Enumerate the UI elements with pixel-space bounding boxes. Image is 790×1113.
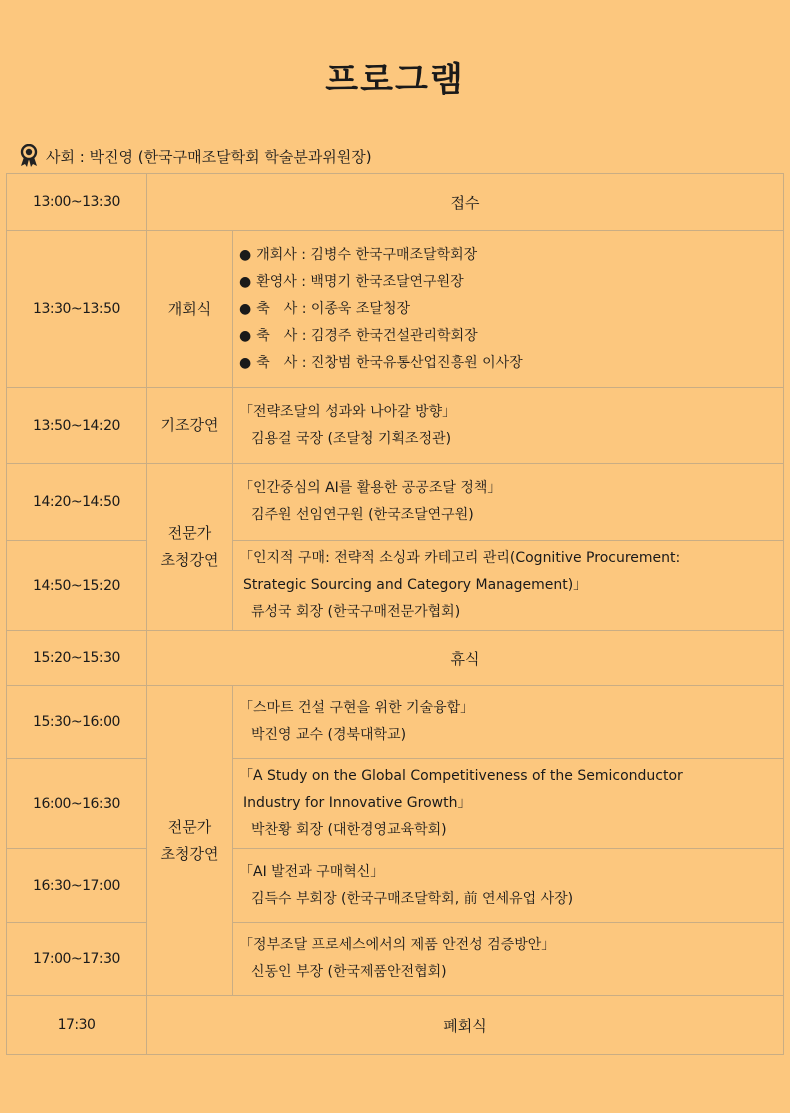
time-cell: 17:30 — [7, 996, 147, 1055]
table-row — [7, 541, 784, 631]
speaker: 박찬황 회장 (대한경영교육학회) — [251, 822, 447, 838]
time-cell: 17:00~17:30 — [7, 923, 147, 996]
program-table — [6, 173, 784, 1055]
table-row — [7, 231, 784, 388]
table-row — [7, 388, 784, 464]
talk-content — [233, 759, 784, 849]
talk-content — [233, 541, 784, 631]
list-item: ● 축 사 : 진창범 한국유통산업진흥원 이사장 — [239, 350, 777, 377]
list-item: ● 축 사 : 이종욱 조달청장 — [239, 296, 777, 323]
talk-title: 「A Study on the Global Competitiveness of the Semiconductor — [239, 768, 683, 784]
time-cell: 14:50~15:20 — [7, 541, 147, 631]
time-cell: 13:50~14:20 — [7, 388, 147, 464]
table-row — [7, 174, 784, 231]
category-cell: 기조강연 — [147, 388, 233, 464]
talk-title: 「정부조달 프로세스에서의 제품 안전성 검증방안」 — [239, 937, 556, 953]
speaker: 김주원 선임연구원 (한국조달연구원) — [251, 507, 474, 523]
opening-content — [233, 231, 784, 388]
speaker: 김득수 부회장 (한국구매조달학회, 前 연세유업 사장) — [251, 890, 574, 907]
host-line — [18, 143, 372, 169]
table-row — [7, 464, 784, 541]
talk-title: 「스마트 건설 구현을 위한 기술융합」 — [239, 700, 475, 716]
table-row — [7, 686, 784, 759]
talk-title: 「인간중심의 AI를 활용한 공공조달 정책」 — [239, 480, 502, 496]
speaker: 류성국 회장 (한국구매전문가협회) — [251, 604, 461, 620]
talk-title: 「인지적 구매: 전략적 소싱과 카테고리 관리(Cognitive Procurement: — [239, 550, 681, 566]
talk-title-cont: Strategic Sourcing and Category Management)」 — [243, 577, 588, 593]
talk-content — [233, 923, 784, 996]
talk-content — [233, 686, 784, 759]
table-row — [7, 631, 784, 686]
talk-title-cont: Industry for Innovative Growth」 — [243, 795, 472, 811]
speaker: 박진영 교수 (경북대학교) — [251, 727, 407, 743]
category-cell: 개회식 — [147, 231, 233, 388]
list-item: ● 축 사 : 김경주 한국건설관리학회장 — [239, 323, 777, 350]
talk-content — [233, 464, 784, 541]
time-cell: 15:20~15:30 — [7, 631, 147, 686]
talk-title: 「AI 발전과 구매혁신」 — [239, 863, 385, 880]
table-row — [7, 923, 784, 996]
reception-cell: 접수 — [147, 174, 784, 231]
category-cell: 전문가 초청강연 — [147, 686, 233, 996]
table-row — [7, 996, 784, 1055]
time-cell: 13:00~13:30 — [7, 174, 147, 231]
table-row — [7, 849, 784, 923]
host-text: 사회 : 박진영 (한국구매조달학회 학술분과위원장) — [46, 147, 372, 166]
time-cell: 14:20~14:50 — [7, 464, 147, 541]
talk-title: 「전략조달의 성과와 나아갈 방향」 — [239, 403, 457, 420]
page-title: 프로그램 — [325, 60, 465, 100]
time-cell: 16:00~16:30 — [7, 759, 147, 849]
time-cell: 15:30~16:00 — [7, 686, 147, 759]
closing-cell: 폐회식 — [147, 996, 784, 1055]
table-row — [7, 759, 784, 849]
time-cell: 16:30~17:00 — [7, 849, 147, 923]
break-cell: 휴식 — [147, 631, 784, 686]
list-item: ● 개회사 : 김병수 한국구매조달학회장 — [239, 242, 777, 269]
award-ribbon-icon — [18, 144, 40, 168]
speaker: 김용걸 국장 (조달청 기획조정관) — [251, 430, 452, 447]
list-item: ● 환영사 : 백명기 한국조달연구원장 — [239, 269, 777, 296]
keynote-content — [233, 388, 784, 464]
time-cell: 13:30~13:50 — [7, 231, 147, 388]
speaker: 신동인 부장 (한국제품안전협회) — [251, 964, 447, 980]
talk-content — [233, 849, 784, 923]
category-cell: 전문가 초청강연 — [147, 464, 233, 631]
